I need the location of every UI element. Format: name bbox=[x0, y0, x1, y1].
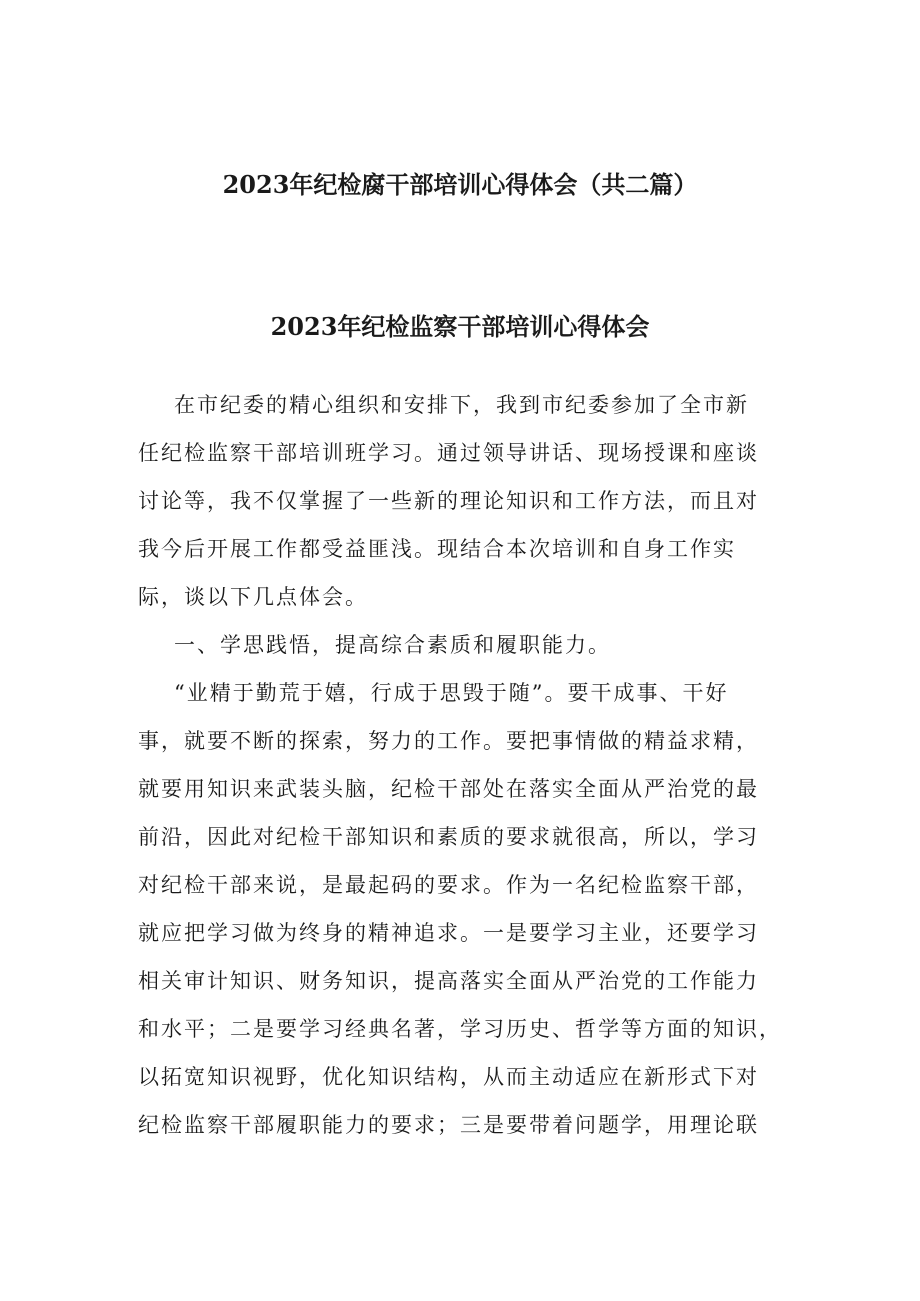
text-line: 纪检监察干部履职能力的要求；三是要带着问题学，用理论联 bbox=[138, 1113, 759, 1137]
section-title: 2023年纪检监察干部培训心得体会 bbox=[270, 312, 650, 341]
text-line: 就要用知识来武装头脑，纪检干部处在落实全面从严治党的最 bbox=[138, 777, 759, 801]
section-heading: 一、学思践悟，提高综合素质和履职能力。 bbox=[174, 633, 611, 657]
text-line: 讨论等，我不仅掌握了一些新的理论知识和工作方法，而且对 bbox=[138, 489, 759, 513]
text-line: 对纪检干部来说，是最起码的要求。作为一名纪检监察干部， bbox=[138, 873, 759, 897]
text-line: 相关审计知识、财务知识，提高落实全面从严治党的工作能力 bbox=[138, 969, 759, 993]
text-line: 前沿，因此对纪检干部知识和素质的要求就很高，所以，学习 bbox=[138, 825, 759, 849]
text-line: 就应把学习做为终身的精神追求。一是要学习主业，还要学习 bbox=[138, 921, 759, 945]
document-title: 2023年纪检腐干部培训心得体会（共二篇） bbox=[222, 170, 698, 199]
text-line: 我今后开展工作都受益匪浅。现结合本次培训和自身工作实 bbox=[138, 537, 736, 561]
text-line: 任纪检监察干部培训班学习。通过领导讲话、现场授课和座谈 bbox=[138, 441, 759, 465]
text-line: 在市纪委的精心组织和安排下，我到市纪委参加了全市新 bbox=[174, 393, 749, 417]
text-line: 际，谈以下几点体会。 bbox=[138, 585, 368, 609]
text-line: 以拓宽知识视野，优化知识结构，从而主动适应在新形式下对 bbox=[138, 1065, 759, 1089]
text-line: 事，就要不断的探索，努力的工作。要把事情做的精益求精， bbox=[138, 729, 759, 753]
text-line: “业精于勤荒于嬉，行成于思毁于随”。要干成事、干好 bbox=[174, 681, 729, 705]
text-line: 和水平；二是要学习经典名著，学习历史、哲学等方面的知识， bbox=[138, 1017, 782, 1041]
